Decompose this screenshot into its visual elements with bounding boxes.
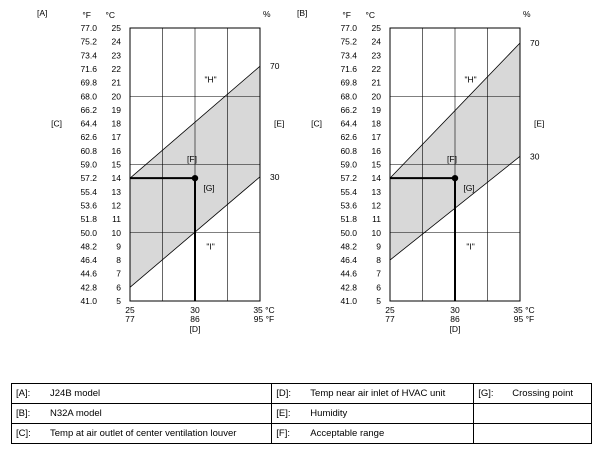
x-tick-label-f: 86 <box>190 314 200 324</box>
x-tick-label-c: 25 <box>385 305 395 315</box>
crossing-point-marker <box>192 175 198 181</box>
y-tick-label-c: 9 <box>116 241 121 252</box>
y-tick-label-f: 57.2 <box>80 173 97 184</box>
y-tick-label-f: 69.8 <box>340 77 357 88</box>
y-tick-label-c: 10 <box>371 227 381 238</box>
region-label-i: "I" <box>206 241 215 252</box>
y-tick-label-f: 59.0 <box>80 159 97 170</box>
humidity-label-30: 30 <box>530 151 540 162</box>
y-tick-label-c: 20 <box>111 91 121 102</box>
y-tick-label-c: 12 <box>111 200 121 211</box>
y-tick-label-c: 8 <box>376 255 381 266</box>
axis-label-e: [E] <box>274 118 285 129</box>
y-tick-label-c: 14 <box>111 173 121 184</box>
y-tick-label-c: 22 <box>371 63 381 74</box>
region-label-h: "H" <box>464 74 477 85</box>
y-tick-label-c: 22 <box>111 63 121 74</box>
legend-cell: [F]: Acceptable range <box>272 424 474 444</box>
y-tick-label-f: 68.0 <box>80 91 97 102</box>
y-tick-label-f: 50.0 <box>340 227 357 238</box>
axis-label-c: [C] <box>51 118 62 129</box>
panel-label: [B] <box>297 8 308 18</box>
y-tick-label-f: 41.0 <box>80 296 97 306</box>
x-tick-label-f: 86 <box>450 314 460 324</box>
y-tick-label-c: 12 <box>371 200 381 211</box>
y-tick-label-f: 71.6 <box>80 63 97 74</box>
y-tick-label-f: 44.6 <box>340 268 357 279</box>
y-unit-f: °F <box>342 10 351 20</box>
y-tick-label-c: 11 <box>112 214 121 225</box>
y-tick-label-c: 13 <box>371 186 381 197</box>
y-tick-label-c: 6 <box>376 282 381 293</box>
crossing-point-marker <box>452 175 458 181</box>
crossing-label-g: [G] <box>203 183 215 194</box>
y-tick-label-f: 59.0 <box>340 159 357 170</box>
y-tick-label-f: 51.8 <box>80 214 97 225</box>
legend-table <box>11 383 592 444</box>
x-tick-label-f: 95 °F <box>253 314 275 324</box>
y-tick-label-c: 24 <box>371 36 381 47</box>
x-tick-label-c: 35 °C <box>513 305 535 315</box>
right-unit-label: % <box>523 9 531 19</box>
humidity-label-30: 30 <box>270 171 280 182</box>
y-tick-label-f: 64.4 <box>340 118 357 129</box>
x-tick-label-c: 35 °C <box>253 305 275 315</box>
y-tick-label-c: 20 <box>371 91 381 102</box>
legend-cell: [B]: N32A model <box>12 404 272 424</box>
legend-cell <box>474 424 592 444</box>
y-tick-label-f: 66.2 <box>80 104 97 115</box>
legend-cell: [G]: Crossing point <box>474 384 592 404</box>
y-tick-label-c: 10 <box>111 227 121 238</box>
x-tick-label-f: 77 <box>125 314 135 324</box>
y-unit-f: °F <box>82 10 91 20</box>
y-tick-label-f: 55.4 <box>80 186 97 197</box>
y-tick-label-f: 66.2 <box>340 104 357 115</box>
y-tick-label-f: 48.2 <box>80 241 97 252</box>
y-tick-label-f: 73.4 <box>80 50 97 61</box>
y-tick-label-c: 18 <box>371 118 381 129</box>
y-tick-label-c: 9 <box>376 241 381 252</box>
y-tick-label-c: 23 <box>111 50 121 61</box>
y-tick-label-c: 21 <box>111 77 121 88</box>
y-tick-label-f: 75.2 <box>80 36 97 47</box>
legend-row <box>12 424 592 444</box>
y-tick-label-f: 41.0 <box>340 296 357 306</box>
y-tick-label-c: 24 <box>111 36 121 47</box>
legend-cell: [A]: J24B model <box>12 384 272 404</box>
y-tick-label-c: 23 <box>371 50 381 61</box>
y-tick-label-f: 44.6 <box>80 268 97 279</box>
y-tick-label-f: 62.6 <box>80 132 97 143</box>
y-tick-label-c: 7 <box>376 268 381 279</box>
legend-cell: [D]: Temp near air inlet of HVAC unit <box>272 384 474 404</box>
y-unit-c: °C <box>105 10 115 20</box>
y-tick-label-c: 8 <box>116 255 121 266</box>
y-tick-label-c: 25 <box>111 23 121 33</box>
y-tick-label-f: 51.8 <box>340 214 357 225</box>
crossing-label-f: [F] <box>447 154 457 165</box>
region-label-h: "H" <box>204 74 217 85</box>
y-tick-label-c: 15 <box>111 159 121 170</box>
y-tick-label-f: 46.4 <box>80 255 97 266</box>
axis-label-e: [E] <box>534 118 545 129</box>
y-tick-label-c: 16 <box>371 145 381 156</box>
y-tick-label-f: 60.8 <box>340 145 357 156</box>
x-tick-label-c: 30 <box>450 305 460 315</box>
y-tick-label-f: 77.0 <box>340 23 357 33</box>
humidity-label-70: 70 <box>270 61 280 72</box>
humidity-label-70: 70 <box>530 38 540 49</box>
y-tick-label-f: 69.8 <box>80 77 97 88</box>
y-tick-label-c: 5 <box>116 296 121 306</box>
y-tick-label-f: 71.6 <box>340 63 357 74</box>
y-tick-label-c: 11 <box>372 214 381 225</box>
y-unit-c: °C <box>365 10 375 20</box>
y-tick-label-c: 16 <box>111 145 121 156</box>
legend-cell: [C]: Temp at air outlet of center ventilation louver <box>12 424 272 444</box>
y-tick-label-c: 7 <box>116 268 121 279</box>
legend-cell: [E]: Humidity <box>272 404 474 424</box>
y-tick-label-c: 21 <box>371 77 381 88</box>
legend-row <box>12 404 592 424</box>
y-tick-label-c: 15 <box>371 159 381 170</box>
y-tick-label-c: 17 <box>111 132 121 143</box>
x-tick-label-f: 95 °F <box>513 314 535 324</box>
y-tick-label-c: 6 <box>116 282 121 293</box>
y-tick-label-c: 19 <box>371 104 381 115</box>
x-tick-label-c: 25 <box>125 305 135 315</box>
y-tick-label-f: 42.8 <box>80 282 97 293</box>
y-tick-label-f: 48.2 <box>340 241 357 252</box>
y-tick-label-c: 13 <box>111 186 121 197</box>
legend-row <box>12 384 592 404</box>
y-tick-label-f: 62.6 <box>340 132 357 143</box>
crossing-label-g: [G] <box>463 183 475 194</box>
y-tick-label-f: 60.8 <box>80 145 97 156</box>
y-tick-label-f: 53.6 <box>80 200 97 211</box>
crossing-label-f: [F] <box>187 154 197 165</box>
y-tick-label-f: 73.4 <box>340 50 357 61</box>
right-unit-label: % <box>263 9 271 19</box>
y-tick-label-f: 57.2 <box>340 173 357 184</box>
y-tick-label-f: 50.0 <box>80 227 97 238</box>
y-tick-label-f: 77.0 <box>80 23 97 33</box>
y-tick-label-c: 17 <box>371 132 381 143</box>
y-tick-label-f: 64.4 <box>80 118 97 129</box>
y-tick-label-c: 25 <box>371 23 381 33</box>
y-tick-label-c: 5 <box>376 296 381 306</box>
panel-label: [A] <box>37 8 48 18</box>
y-tick-label-f: 68.0 <box>340 91 357 102</box>
x-tick-label-c: 30 <box>190 305 200 315</box>
legend-cell <box>474 404 592 424</box>
y-tick-label-f: 75.2 <box>340 36 357 47</box>
axis-label-d: [D] <box>189 324 201 334</box>
y-tick-label-f: 42.8 <box>340 282 357 293</box>
y-tick-label-f: 46.4 <box>340 255 357 266</box>
y-tick-label-c: 18 <box>111 118 121 129</box>
y-tick-label-f: 53.6 <box>340 200 357 211</box>
axis-label-c: [C] <box>311 118 322 129</box>
y-tick-label-c: 14 <box>371 173 381 184</box>
y-tick-label-c: 19 <box>111 104 121 115</box>
x-tick-label-f: 77 <box>385 314 395 324</box>
axis-label-d: [D] <box>449 324 461 334</box>
region-label-i: "I" <box>466 241 475 252</box>
y-tick-label-f: 55.4 <box>340 186 357 197</box>
